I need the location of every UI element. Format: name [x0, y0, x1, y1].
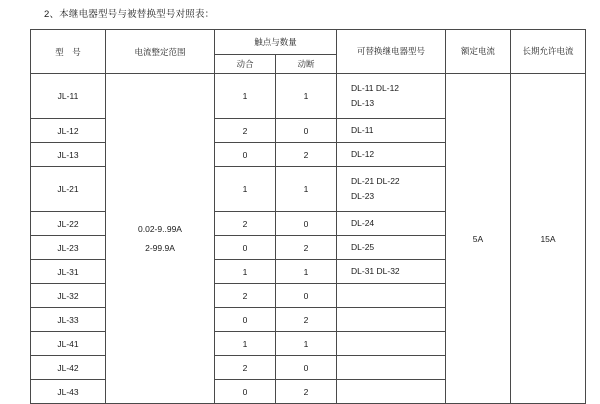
header-allowed-current: [511, 30, 586, 74]
alternative-model-line1: DL-11: [351, 125, 374, 135]
header-contacts-nc: 动断: [276, 55, 337, 74]
cell-alternative-model: [337, 119, 446, 143]
cell-contacts-nc: 2: [276, 236, 337, 260]
cell-alternative-model: [337, 74, 446, 119]
header-allowed-current-text: 长期允许电流: [522, 46, 574, 56]
cell-alternative-model: [337, 308, 446, 332]
cell-contacts-no: 1: [215, 74, 276, 119]
cell-contacts-nc: 1: [276, 167, 337, 212]
cell-contacts-no: 0: [215, 143, 276, 167]
cell-current-range: [106, 74, 215, 404]
table-row: [31, 74, 586, 119]
header-current-range: 电流整定范围: [106, 30, 215, 74]
cell-model: JL-33: [31, 308, 106, 332]
table-caption: 2、本继电器型号与被替换型号对照表：: [44, 9, 215, 20]
cell-rated-current: 5A: [446, 74, 511, 404]
cell-alternative-model: [337, 143, 446, 167]
cell-allowed-current: 15A: [511, 74, 586, 404]
cell-contacts-nc: 2: [276, 308, 337, 332]
cell-contacts-no: 2: [215, 119, 276, 143]
cell-alternative-model: [337, 167, 446, 212]
current-range-line1: 0.02-9..99A: [138, 223, 182, 234]
relay-model-comparison-table: [30, 29, 586, 404]
cell-contacts-nc: 0: [276, 284, 337, 308]
alternative-model-line1: DL-24: [351, 218, 375, 228]
cell-model: JL-32: [31, 284, 106, 308]
cell-contacts-no: 0: [215, 236, 276, 260]
cell-model: JL-31: [31, 260, 106, 284]
cell-contacts-no: 2: [215, 356, 276, 380]
cell-contacts-no: 2: [215, 212, 276, 236]
alternative-model-line2: DL-13: [351, 98, 375, 108]
cell-contacts-nc: 2: [276, 380, 337, 404]
alternative-model-line1: DL-11 DL-12: [351, 83, 400, 93]
cell-model: JL-13: [31, 143, 106, 167]
cell-alternative-model: [337, 212, 446, 236]
cell-model: JL-43: [31, 380, 106, 404]
cell-alternative-model: [337, 332, 446, 356]
cell-model: JL-11: [31, 74, 106, 119]
header-contacts-group: 触点与数量: [215, 30, 337, 55]
cell-model: JL-41: [31, 332, 106, 356]
cell-contacts-nc: 1: [276, 74, 337, 119]
header-alternative-model: [337, 30, 446, 74]
alternative-model-line2: DL-23: [351, 191, 375, 201]
table-body: [31, 74, 586, 404]
current-range-line2: 2-99.9A: [145, 242, 175, 253]
header-alternative-line1: 可替换继电器型号: [356, 46, 425, 56]
alternative-model-line1: DL-31 DL-32: [351, 266, 400, 276]
cell-model: JL-21: [31, 167, 106, 212]
cell-contacts-nc: 0: [276, 356, 337, 380]
header-contacts-no: 动合: [215, 55, 276, 74]
header-row-primary: [31, 30, 586, 55]
cell-contacts-no: 2: [215, 284, 276, 308]
alternative-model-line1: DL-25: [351, 242, 375, 252]
cell-model: JL-42: [31, 356, 106, 380]
cell-alternative-model: [337, 284, 446, 308]
alternative-model-line1: DL-21 DL-22: [351, 176, 400, 186]
table-header: [31, 30, 586, 74]
cell-contacts-nc: 2: [276, 143, 337, 167]
cell-contacts-nc: 0: [276, 212, 337, 236]
cell-alternative-model: [337, 236, 446, 260]
header-model: 型 号: [31, 30, 106, 74]
header-rated-current: [446, 30, 511, 74]
cell-contacts-no: 0: [215, 308, 276, 332]
cell-contacts-nc: 1: [276, 332, 337, 356]
alternative-model-line1: DL-12: [351, 149, 375, 159]
cell-model: JL-23: [31, 236, 106, 260]
cell-model: JL-12: [31, 119, 106, 143]
cell-contacts-no: 1: [215, 260, 276, 284]
cell-alternative-model: [337, 260, 446, 284]
cell-contacts-no: 1: [215, 167, 276, 212]
cell-contacts-no: 0: [215, 380, 276, 404]
cell-model: JL-22: [31, 212, 106, 236]
cell-contacts-nc: 1: [276, 260, 337, 284]
header-rated-current-text: 额定电流: [460, 46, 495, 56]
cell-contacts-no: 1: [215, 332, 276, 356]
cell-alternative-model: [337, 356, 446, 380]
cell-contacts-nc: 0: [276, 119, 337, 143]
